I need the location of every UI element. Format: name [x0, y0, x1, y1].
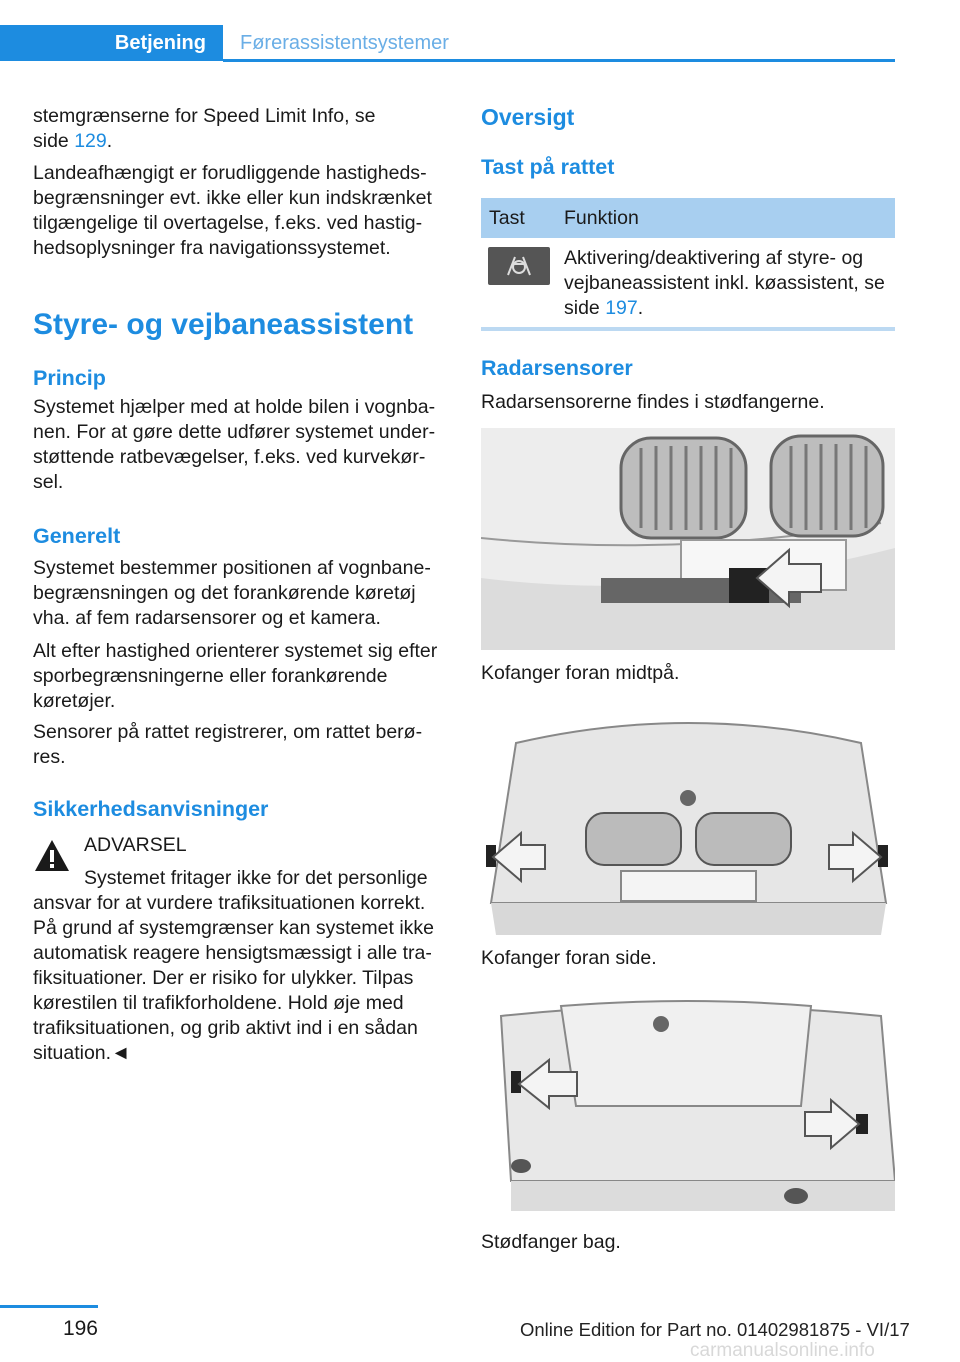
figure-front-bumper-side	[481, 713, 895, 935]
header-tab-section[interactable]	[223, 25, 895, 61]
watermark: carmanualsonline.info	[690, 1340, 875, 1361]
generelt-paragraph-2: Alt efter hastighed orienterer systemet sig efter sporbegrænsningerne eller forankørende køretøjer.	[33, 640, 438, 712]
table-cell-suffix: .	[637, 297, 644, 319]
heading-oversigt: Oversigt	[481, 104, 575, 130]
page-number-rule	[0, 1305, 98, 1308]
intro-line1: stemgrænserne for Speed Limit Info, se	[33, 105, 376, 127]
table-header	[481, 198, 895, 238]
warning-icon	[33, 838, 71, 873]
caption-front-center: Kofanger foran midtpå.	[481, 662, 680, 684]
radar-intro: Radarsensorerne findes i stødfangerne.	[481, 391, 825, 413]
header-tab-label: Betjening	[114, 31, 206, 54]
warning-first-line: Systemet fritager ikke for det personlige	[84, 867, 428, 889]
figure-rear-bumper	[481, 996, 895, 1211]
heading-radarsensorer: Radarsensorer	[481, 356, 633, 380]
generelt-paragraph-3: Sensorer på rattet registrerer, om rattet berøres.	[33, 721, 423, 768]
intro-paragraph	[33, 104, 448, 154]
heading-tast: Tast på rattet	[481, 155, 615, 179]
intro-line2-suffix: .	[106, 130, 113, 152]
warning-text: ansvar for at vurdere trafiksituationen korrekt. På grund af systemgrænser kan systemet ikke automatisk reagere hensigtsmæssigt i alle trafiksituationer. Der er risiko for ulykker. Tilpas kørestilen til trafikforholdene. Hold øje med trafiksituationen, og grib aktivt ind i en sådan situation.◄	[33, 892, 434, 1064]
page-link-197[interactable]: 197	[605, 297, 638, 319]
paragraph-landeafhaengigt: Landeafhængigt er forudliggende hastighedsbegrænsninger evt. ikke eller kun indskrænket tilgængelige til overtagelse, f.eks. ved hastighedsoplysninger fra navigationssystemet.	[33, 162, 432, 259]
caption-front-side: Kofanger foran side.	[481, 947, 657, 969]
header-tab-betjening[interactable]	[0, 25, 223, 61]
page-number: 196	[62, 1317, 98, 1340]
heading-sikkerhed: Sikkerhedsanvisninger	[33, 797, 269, 821]
edition-text: Online Edition for Part no. 01402981875 - VI/17	[520, 1319, 910, 1340]
figure-front-bumper-center	[481, 428, 895, 650]
table-rule	[481, 327, 895, 331]
caption-rear: Stødfanger bag.	[481, 1231, 621, 1253]
princip-text: Systemet hjælper med at holde bilen i vognbanen. For at gøre dette udfører systemet understøttende ratbevægelser, f.eks. ved kurvekørsel.	[33, 396, 436, 493]
steering-assist-key-icon	[488, 247, 550, 285]
intro-line2-prefix: side	[33, 130, 75, 152]
generelt-paragraph-1: Systemet bestemmer positionen af vognbanebegrænsningen og det forankørende køretøj vha. af fem radarsensorer og et kamera.	[33, 557, 431, 629]
heading-princip: Princip	[33, 366, 106, 390]
header-rule	[223, 59, 895, 62]
page-link-129[interactable]: 129	[74, 130, 107, 152]
table-col-tast: Tast	[489, 207, 525, 229]
table-cell-text: Aktivering/deaktivering af styre- og vejbaneassistent inkl. køassistent, se side	[564, 247, 885, 319]
heading-generelt: Generelt	[33, 524, 121, 548]
table-cell-funktion	[564, 246, 889, 321]
table-col-funktion: Funktion	[564, 207, 639, 229]
header-section-label: Førerassistentsystemer	[240, 31, 449, 54]
section-heading: Styre- og vejbaneassistent	[33, 308, 414, 341]
warning-title: ADVARSEL	[84, 834, 187, 856]
table-row	[481, 238, 895, 330]
